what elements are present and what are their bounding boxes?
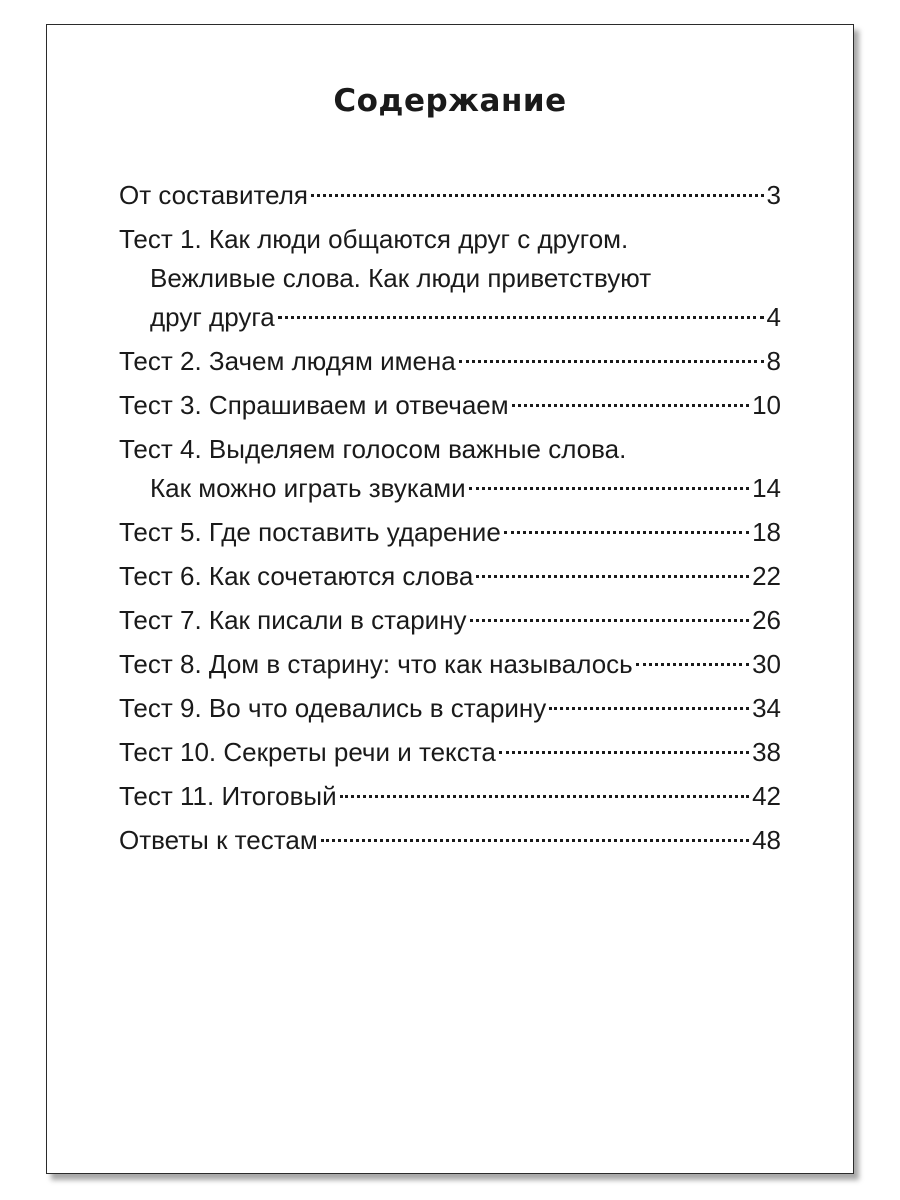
dot-leader (499, 751, 749, 754)
dot-leader (470, 619, 750, 622)
dot-leader (469, 487, 749, 490)
dot-leader (504, 531, 749, 534)
dot-leader (512, 404, 749, 407)
toc-entry[interactable] (119, 645, 781, 684)
dot-leader (278, 316, 764, 319)
toc-page-number: 18 (752, 517, 781, 547)
toc-entry[interactable] (119, 513, 781, 552)
toc-entry-title: Тест 7. Как писали в старину (119, 605, 467, 635)
toc-entry[interactable] (119, 342, 781, 381)
dot-leader (476, 575, 749, 578)
dot-leader (549, 707, 749, 710)
toc-page-number: 30 (752, 649, 781, 679)
toc-entry-title: Тест 8. Дом в старину: что как называлось (119, 649, 633, 679)
toc-entry-title-continued: Как можно играть звуками (150, 473, 466, 503)
toc-page-number: 42 (752, 781, 781, 811)
toc-page-number: 48 (752, 825, 781, 855)
toc-entry[interactable] (119, 821, 781, 860)
toc-page-number: 22 (752, 561, 781, 591)
toc-page-number: 3 (766, 180, 781, 210)
dot-leader (340, 795, 749, 798)
toc-entry-title: Тест 2. Зачем людям имена (119, 346, 456, 376)
toc-entry-title: Тест 5. Где поставить ударение (119, 517, 501, 547)
toc-entry[interactable] (119, 386, 781, 425)
toc-entry-title: От составителя (119, 180, 308, 210)
toc-entry[interactable] (119, 557, 781, 596)
toc-entry[interactable] (119, 777, 781, 816)
dot-leader (636, 663, 749, 666)
toc-entry[interactable] (119, 689, 781, 728)
toc-page-number: 8 (766, 346, 781, 376)
toc-page-number: 14 (752, 473, 781, 503)
toc-entry-title: Тест 4. Выделяем голосом важные слова. (119, 434, 627, 464)
toc-entry-title-continued: друг друга (150, 302, 275, 332)
toc-entry-title: Тест 6. Как сочетаются слова (119, 561, 474, 591)
dot-leader (311, 194, 764, 197)
dot-leader (459, 360, 764, 363)
toc-entry-title-continued: Вежливые слова. Как люди приветствуют (150, 263, 652, 293)
book-page (46, 24, 854, 1174)
toc-entry-title: Тест 9. Во что одевались в старину (119, 693, 547, 723)
toc-page-number: 34 (752, 693, 781, 723)
toc-page-number: 26 (752, 605, 781, 635)
toc-entry-title: Тест 11. Итоговый (119, 781, 337, 811)
toc-entry-title: Тест 10. Секреты речи и текста (119, 737, 496, 767)
toc-page-number: 10 (752, 390, 781, 420)
dot-leader (321, 839, 749, 842)
table-of-contents (119, 176, 781, 865)
toc-entry-title: Тест 1. Как люди общаются друг с другом. (119, 224, 629, 254)
toc-entry-title: Тест 3. Спрашиваем и отвечаем (119, 390, 509, 420)
toc-entry-title: Ответы к тестам (119, 825, 318, 855)
toc-page-number: 38 (752, 737, 781, 767)
toc-entry[interactable] (119, 733, 781, 772)
page-title: Содержание (333, 83, 567, 119)
toc-entry[interactable] (119, 176, 781, 215)
toc-entry[interactable] (119, 601, 781, 640)
toc-page-number: 4 (766, 302, 781, 332)
toc-entry[interactable] (119, 430, 781, 508)
toc-entry[interactable] (119, 220, 781, 337)
